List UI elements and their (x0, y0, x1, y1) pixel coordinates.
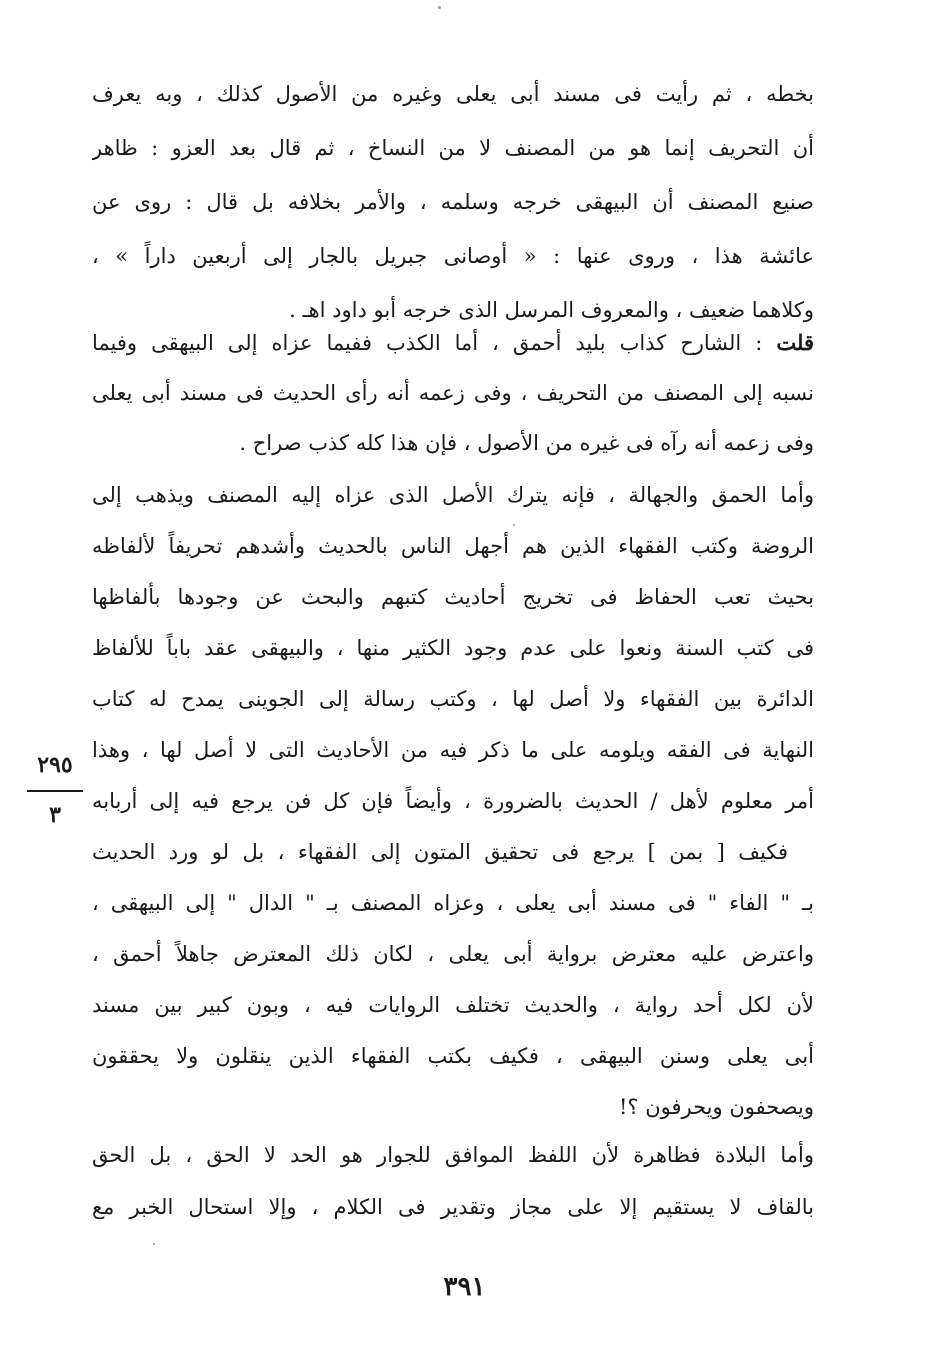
text-line-rest: : الشارح كذاب بليد أحمق ، أما الكذب ففيما عزاه إلى البيهقى وفيما (92, 331, 763, 355)
paragraph-2 (92, 325, 814, 475)
print-speck (438, 6, 441, 9)
text-line: أبى يعلى وسنن البيهقى ، فكيف بكتب الفقهاء الذين ينقلون ولا يحققون (92, 1044, 814, 1068)
margin-reference-rule (27, 790, 83, 792)
margin-reference-top: ٢٩٥ (37, 752, 73, 778)
text-line: وأما البلادة فظاهرة لأن اللفظ الموافق للجوار هو الحد لا الحق ، بل الحق (92, 1143, 814, 1167)
margin-reference-bottom: ٣ (49, 802, 61, 828)
text-line: واعترض عليه معترض برواية أبى يعلى ، لكان ذلك المعترض جاهلاً أحمق ، (92, 942, 814, 966)
page-number: ٣٩١ (443, 1272, 486, 1302)
text-line (92, 325, 814, 375)
text-line: النهاية فى الفقه ويلومه على ما ذكر فيه من الأحاديث التى لا أصل لها ، وهذا (92, 738, 814, 762)
print-speck (513, 524, 515, 526)
paragraph-lead-word: قلت (776, 330, 814, 355)
text-line: صنيع المصنف أن البيهقى خرجه وسلمه ، والأمر بخلافه بل قال : روى عن (92, 190, 814, 214)
text-line: أن التحريف إنما هو من المصنف لا من النساخ ، ثم قال بعد العزو : ظاهر (92, 136, 814, 160)
text-line: أمر معلوم لأهل / الحديث بالضرورة ، وأيضاً فإن كل فن يرجع فيه إلى أربابه (92, 789, 814, 813)
print-speck (153, 1243, 155, 1245)
text-line: نسبه إلى المصنف من التحريف ، وفى زعمه أنه رأى الحديث فى مسند أبى يعلى (92, 381, 814, 405)
text-line: فى كتب السنة ونعوا على عدم وجود الكثير منها ، والبيهقى عقد باباً للألفاظ (92, 636, 814, 660)
text-line: ويصحفون ويحرفون ؟! (618, 1095, 814, 1119)
text-line: بحيث تعب الحفاظ فى تخريج أحاديث كتبهم والبحث عن وجودها بألفاظها (92, 585, 814, 609)
text-line: لأن لكل أحد رواية ، والحديث تختلف الروايات فيه ، وبون كبير بين مسند (92, 993, 814, 1017)
paragraph-4 (92, 1137, 814, 1241)
paragraph-3 (92, 476, 814, 1139)
text-line: وكلاهما ضعيف ، والمعروف المرسل الذى خرجه أبو داود اهـ . (289, 298, 814, 322)
text-line: فكيف [ بمن ] يرجع فى تحقيق المتون إلى الفقهاء ، بل لو ورد الحديث (92, 840, 788, 864)
margin-reference (22, 752, 88, 828)
text-line: بخطه ، ثم رأيت فى مسند أبى يعلى وغيره من الأصول كذلك ، وبه يعرف (92, 82, 814, 106)
text-line: الدائرة بين الفقهاء ولا أصل لها ، وكتب رسالة إلى الجوينى يمدح له كتاب (92, 687, 814, 711)
text-line: وفى زعمه أنه رآه فى غيره من الأصول ، فإن هذا كله كذب صراح . (239, 431, 814, 455)
text-line: بـ " الفاء " فى مسند أبى يعلى ، وعزاه المصنف بـ " الدال " إلى البيهقى ، (92, 891, 814, 915)
text-line: الروضة وكتب الفقهاء الذين هم أجهل الناس بالحديث وأشدهم تحريفاً لألفاظه (92, 534, 814, 558)
text-line: عائشة هذا ، وروى عنها : « أوصانى جبريل بالجار إلى أربعين داراً » ، (92, 244, 814, 268)
text-line: بالقاف لا يستقيم إلا على مجاز وتقدير فى الكلام ، وإلا استحال الخبر مع (92, 1195, 814, 1219)
text-line: وأما الحمق والجهالة ، فإنه يترك الأصل الذى عزاه إليه المصنف ويذهب إلى (92, 483, 814, 507)
paragraph-1 (92, 72, 814, 342)
